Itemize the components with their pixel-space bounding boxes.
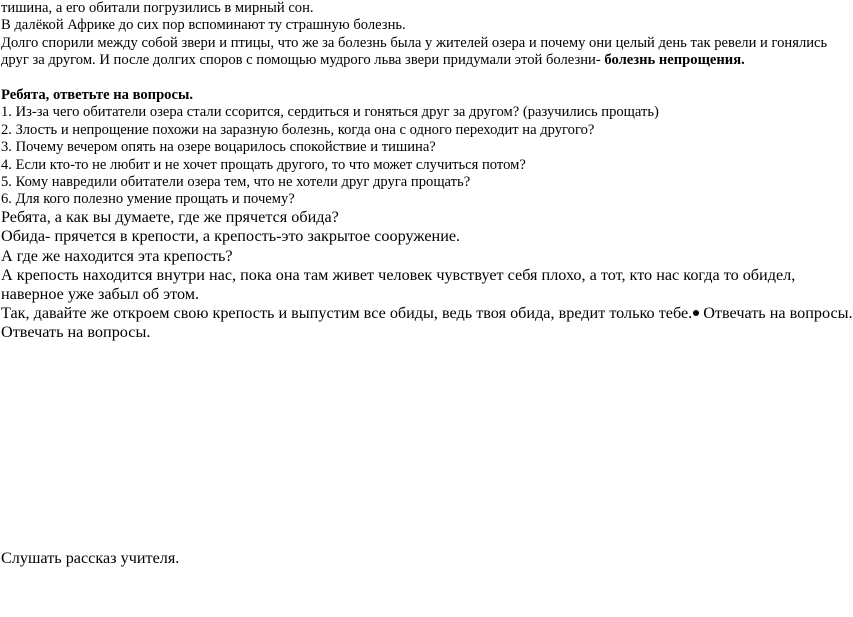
discussion-line-7: Отвечать на вопросы. xyxy=(1,323,151,341)
discussion-line-1: Ребята, а как вы думаете, где же прячется обида? xyxy=(1,208,339,226)
story-line-3: Долго спорили между собой звери и птицы, что же за болезнь была у жителей озера и почему они целый день так ревели и гонялись xyxy=(1,35,828,51)
question-item: 2. Злость и непрощение похожи на заразную болезнь, когда она с одного переходит на другого? xyxy=(1,122,595,138)
question-item: 6. Для кого полезно умение прощать и почему? xyxy=(1,191,295,207)
discussion-line-6-after-bullet: Отвечать на вопросы. xyxy=(703,304,853,322)
story-line-4-text: друг за другом. И после долгих споров с помощью мудрого льва звери придумали этой болезни- xyxy=(1,52,601,68)
question-item: 5. Кому навредили обитатели озера тем, что не хотели друг друга прощать? xyxy=(1,174,471,190)
bullet-icon xyxy=(693,310,699,316)
discussion-line-2: Обида- прячется в крепости, а крепость-это закрытое сооружение. xyxy=(1,227,461,245)
story-line-1: тишина, а его обитали погрузились в мирный сон. xyxy=(1,0,314,16)
discussion-line-3: А где же находится эта крепость? xyxy=(1,247,233,265)
disease-name: болезнь непрощения. xyxy=(604,52,745,68)
questions-heading: Ребята, ответьте на вопросы. xyxy=(1,87,193,103)
question-item: 4. Если кто-то не любит и не хочет прощать другого, то что может случиться потом? xyxy=(1,157,526,173)
discussion-line-6 xyxy=(1,304,853,323)
teacher-instruction: Слушать рассказ учителя. xyxy=(1,549,180,567)
question-item: 1. Из-за чего обитатели озера стали ссорится, сердиться и гоняться друг за другом? (разучились прощать) xyxy=(1,104,659,120)
discussion-line-6-text: Так, давайте же откроем свою крепость и выпустим все обиды, ведь твоя обида, вредит только тебе. xyxy=(1,304,693,322)
discussion-line-5: наверное уже забыл об этом. xyxy=(1,285,200,303)
story-line-4 xyxy=(1,52,745,69)
question-item: 3. Почему вечером опять на озере воцарилось спокойствие и тишина? xyxy=(1,139,436,155)
discussion-line-4: А крепость находится внутри нас, пока она там живет человек чувствует себя плохо, а тот, кто нас когда то обидел, xyxy=(1,266,796,284)
story-line-2: В далёкой Африке до сих пор вспоминают ту страшную болезнь. xyxy=(1,17,406,33)
